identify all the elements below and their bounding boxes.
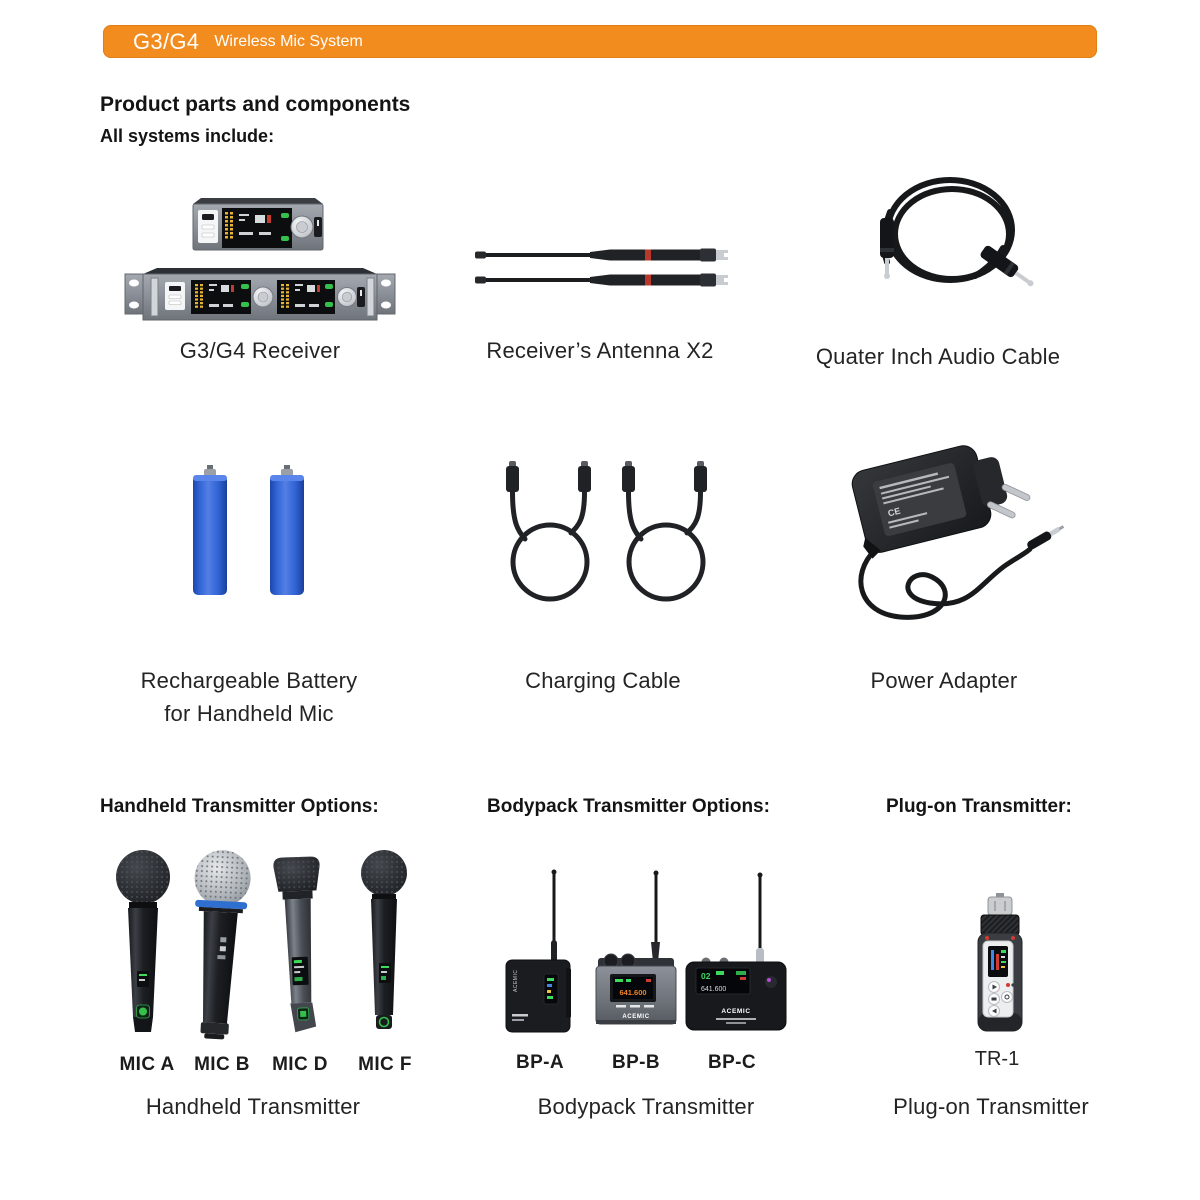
bodypack-c-brand: ACEMIC — [721, 1008, 751, 1015]
receiver-image — [105, 188, 415, 328]
bodypack-b-label: BP-B — [611, 1052, 661, 1073]
charging-cable-image — [485, 455, 720, 605]
adapter-body — [845, 438, 1014, 560]
adapter-ce-marking: CE — [886, 505, 902, 519]
receiver-rack-unit — [125, 268, 395, 320]
bodypack-b-frequency: 641.600 — [619, 988, 647, 997]
bodypack-c-frequency: 641.600 — [701, 986, 727, 993]
header-model: G3/G4 — [133, 28, 200, 54]
page-subtitle: All systems include: — [100, 126, 275, 146]
battery-label-line2: for Handheld Mic — [164, 701, 334, 726]
battery-image — [175, 455, 325, 605]
bodypack-section-heading: Bodypack Transmitter Options: — [487, 796, 770, 817]
bodypack-image — [470, 862, 810, 1037]
battery-1 — [193, 465, 227, 595]
plugon-caption: Plug-on Transmitter — [893, 1094, 1089, 1119]
header-title: Wireless Mic System — [214, 32, 363, 50]
handheld-section-heading: Handheld Transmitter Options: — [100, 796, 379, 817]
audio-plug-left — [880, 218, 894, 279]
bodypack-b-brand: ACEMIC — [622, 1014, 650, 1020]
bodypack-c-channel: 02 — [701, 971, 711, 981]
bodypack-a-brand: ACEMIC — [513, 969, 519, 992]
mic-b-image — [186, 849, 252, 1040]
adapter-barrel-connector — [1026, 523, 1066, 551]
bodypack-b-image — [596, 871, 676, 1025]
tr1-body — [978, 893, 1022, 1031]
mic-d-image — [273, 856, 325, 1033]
antenna-2 — [475, 274, 728, 287]
tr1-label: TR-1 — [974, 1048, 1020, 1070]
handheld-mics-image — [100, 845, 440, 1040]
adapter-cord — [861, 549, 1030, 617]
mic-f-image — [361, 850, 407, 1029]
charging-cable-2 — [622, 461, 707, 599]
page-title: Product parts and components — [100, 93, 411, 116]
mic-a-image — [116, 850, 170, 1032]
receiver-halfrack-unit — [193, 198, 323, 250]
mic-b-label: MIC B — [194, 1054, 250, 1075]
charging-cable-label: Charging Cable — [525, 668, 681, 693]
bodypack-c-label: BP-C — [707, 1052, 757, 1073]
plugon-section-heading: Plug-on Transmitter: — [886, 796, 1072, 817]
handheld-caption: Handheld Transmitter — [145, 1094, 361, 1119]
bodypack-c-image — [686, 873, 786, 1031]
audio-cable-image — [835, 170, 1065, 350]
battery-2 — [270, 465, 304, 595]
bodypack-caption: Bodypack Transmitter — [537, 1094, 755, 1119]
antenna-1 — [475, 249, 728, 262]
charging-cable-1 — [506, 461, 591, 599]
mic-f-label: MIC F — [358, 1054, 412, 1075]
header-banner — [103, 25, 1097, 58]
bodypack-a-label: BP-A — [515, 1052, 565, 1073]
receiver-label: G3/G4 Receiver — [179, 338, 341, 363]
mic-a-label: MIC A — [119, 1054, 175, 1075]
plugon-image — [945, 893, 1055, 1043]
antenna-label: Receiver’s Antenna X2 — [486, 338, 714, 363]
mic-d-label: MIC D — [272, 1054, 328, 1075]
battery-label-line1: Rechargeable Battery — [140, 668, 358, 693]
audio-cable-label: Quater Inch Audio Cable — [815, 344, 1061, 369]
bodypack-a-image — [506, 870, 571, 1033]
power-adapter-label: Power Adapter — [870, 668, 1018, 693]
antenna-image — [460, 225, 735, 315]
power-adapter-image — [830, 425, 1120, 660]
